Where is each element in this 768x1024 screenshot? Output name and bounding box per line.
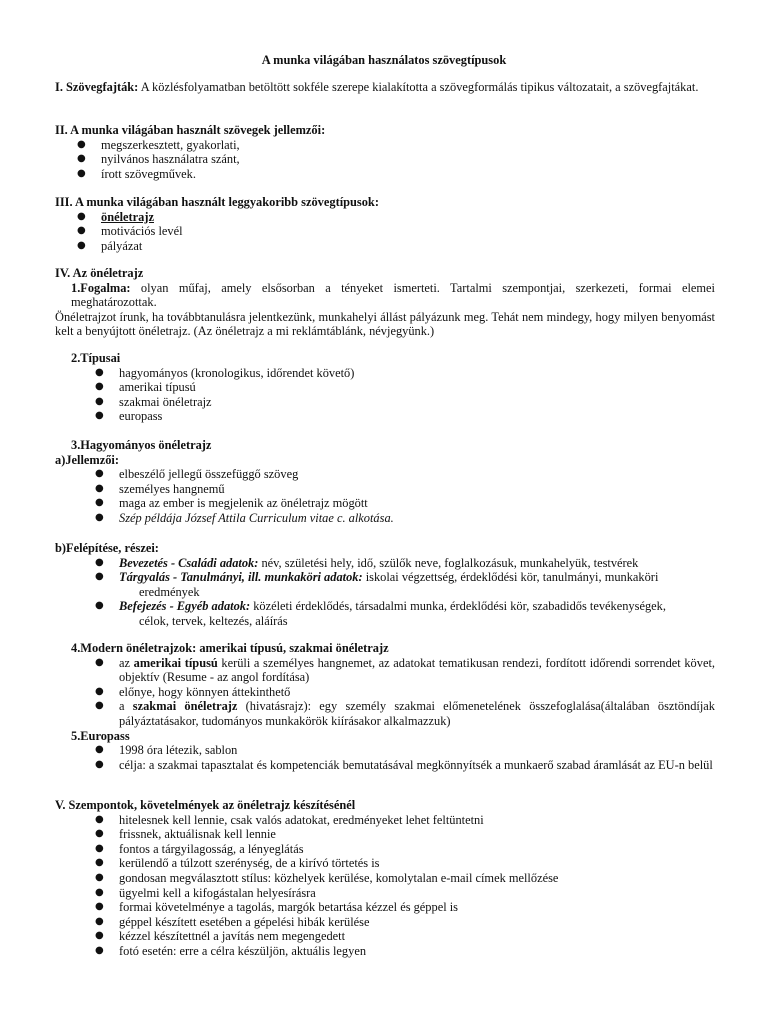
list-item-text: (hivatásrajz): egy személy szakmai előmenetelének összefoglalása(általában ösztöndíjak pályáztatásakor, tudományos munkakörök kiírásakor alkalmazzuk) (119, 699, 715, 728)
hagyomanyos-heading: 3.Hagyományos önéletrajz (71, 438, 212, 452)
list-item (55, 511, 715, 526)
bullet-icon: ● (95, 656, 104, 668)
bullet-icon: ● (77, 239, 86, 251)
list-item (55, 467, 715, 482)
felepitese-heading: b)Felépítése, részei: (55, 541, 159, 555)
list-item (55, 900, 715, 915)
section-4 (55, 266, 715, 339)
list-item (55, 380, 715, 395)
jellemzoi-list (55, 467, 715, 525)
felepitese-list (55, 556, 715, 629)
jellemzoi-heading: a)Jellemzői: (55, 452, 119, 467)
list-item-text: fotó esetén: erre a célra készüljön, aktuális legyen (119, 943, 367, 958)
bullet-icon: ● (95, 410, 104, 422)
list-item (55, 395, 715, 410)
list-item-text: pályázat (101, 238, 143, 253)
list-item-text: formai követelménye a tagolás, margók betartása kézzel és géppel is (119, 900, 458, 915)
list-item (55, 813, 715, 828)
list-item (55, 758, 715, 773)
tipusai-block (55, 351, 715, 424)
list-item-text: europass (119, 409, 163, 424)
list-item (55, 167, 715, 182)
list-item (55, 929, 715, 944)
bullet-icon: ● (77, 138, 86, 150)
list-item-text: géppel készített esetében a gépelési hibák kerülése (119, 914, 370, 929)
bullet-icon: ● (95, 685, 104, 697)
list-item-text: előnye, hogy könnyen áttekinthető (119, 684, 291, 699)
modern-block (55, 641, 715, 772)
list-item-label: Befejezés - Egyéb adatok: (119, 599, 251, 614)
list-item-text: megszerkesztett, gyakorlati, (101, 137, 240, 152)
list-item (55, 482, 715, 497)
list-item-text: ügyelmi kell a kifogástalan helyesírásra (119, 885, 316, 900)
list-item (55, 656, 715, 685)
tipusai-list (55, 366, 715, 424)
bullet-icon: ● (77, 153, 86, 165)
bullet-icon: ● (95, 381, 104, 393)
list-item-text: fontos a tárgyilagosság, a lényeglátás (119, 841, 304, 856)
bullet-icon: ● (95, 497, 104, 509)
list-item-text: írott szövegművek. (101, 166, 196, 181)
bullet-icon: ● (95, 944, 104, 956)
bullet-icon: ● (95, 600, 104, 612)
list-item (55, 871, 715, 886)
bullet-icon: ● (95, 511, 104, 523)
list-item-text: frissnek, aktuálisnak kell lennie (119, 827, 276, 842)
list-item-text: 1998 óra létezik, sablon (119, 743, 238, 758)
list-item (55, 556, 715, 571)
bullet-icon: ● (95, 556, 104, 568)
section-1-paragraph (55, 80, 715, 95)
list-item-text: iskolai végzettség, érdeklődési kör, tanulmányi, munkaköri (362, 570, 659, 585)
bullet-icon: ● (95, 857, 104, 869)
list-item-text: elbeszélő jellegű összefüggő szöveg (119, 467, 299, 482)
list-item (55, 210, 715, 225)
list-item-text: Szép példája József Attila Curriculum vitae c. alkotása. (119, 510, 394, 525)
section-2 (55, 123, 715, 181)
list-item-text: hagyományos (kronologikus, időrendet követő) (119, 365, 355, 380)
list-item-text: személyes hangnemű (119, 481, 225, 496)
bullet-icon: ● (95, 758, 104, 770)
bullet-icon: ● (95, 828, 104, 840)
list-item (55, 570, 715, 599)
list-item-text: önéletrajz (101, 209, 154, 224)
list-item-bold: szakmai önéletrajz (132, 699, 238, 714)
list-item (55, 915, 715, 930)
hagyomanyos-block (55, 438, 715, 526)
section-3-heading: III. A munka világában használt leggyakoribb szövegtípusok: (55, 195, 379, 209)
section-1-label: I. Szövegfajták: (55, 80, 139, 94)
list-item (55, 886, 715, 901)
list-item-text: amerikai típusú (119, 380, 196, 395)
list-item (55, 743, 715, 758)
bullet-icon: ● (95, 886, 104, 898)
list-item-bold: amerikai típusú (133, 655, 218, 670)
list-item (55, 599, 715, 628)
bullet-icon: ● (95, 700, 104, 712)
bullet-icon: ● (95, 366, 104, 378)
bullet-icon: ● (77, 167, 86, 179)
felepitese-block (55, 541, 715, 629)
list-item (55, 496, 715, 511)
bullet-icon: ● (95, 813, 104, 825)
section-1-text: A közlésfolyamatban betöltött sokféle szerepe kialakította a szövegformálás tipikus változatait, a szövegfajtákat. (138, 80, 699, 94)
list-item-text: gondosan megválasztott stílus: közhelyek kerülése, komolytalan e-mail címek mellőzése (119, 870, 559, 885)
bullet-icon: ● (95, 482, 104, 494)
section-2-list (55, 138, 715, 182)
section-3-list (55, 210, 715, 254)
section-5-list (55, 813, 715, 959)
fogalma-label: 1.Fogalma: (71, 280, 131, 295)
europass-heading: 5.Europass (71, 728, 130, 743)
bullet-icon: ● (95, 571, 104, 583)
list-item-text: célja: a szakmai tapasztalat és kompetenciák bemutatásával megkönnyítsék a munkaerő szabad áramlását az EU-n belül (119, 757, 713, 772)
list-item-label: Bevezetés - Családi adatok: (119, 555, 259, 570)
list-item-text: a (119, 699, 133, 714)
list-item (55, 944, 715, 959)
list-item-text: kézzel készítettnél a javítás nem megengedett (119, 929, 346, 944)
list-item-text: hitelesnek kell lennie, csak valós adatokat, eredményeket lehet feltüntetni (119, 812, 484, 827)
purpose-paragraph: Önéletrajzot írunk, ha továbbtanulásra jelentkezünk, munkahelyi állást pályázunk meg. Tehát nem mindegy, hogy milyen benyomást kelt a benyújtott önéletrajz. (Az önéletrajz a mi reklámtáblánk, névjegyünk.) (55, 309, 715, 339)
bullet-icon: ● (95, 468, 104, 480)
list-item-text: név, születési hely, idő, szülők neve, foglalkozásuk, munkahelyük, testvérek (258, 555, 639, 570)
bullet-icon: ● (77, 225, 86, 237)
fogalma-paragraph (55, 281, 715, 310)
modern-list (55, 656, 715, 729)
list-item (55, 152, 715, 167)
bullet-icon: ● (95, 842, 104, 854)
section-2-heading: II. A munka világában használt szövegek jellemzői: (55, 123, 326, 137)
tipusai-heading: 2.Típusai (71, 351, 121, 365)
section-5-heading: V. Szempontok, követelmények az önéletrajz készítésénél (55, 798, 356, 812)
list-item (55, 138, 715, 153)
list-item-text: közéleti érdeklődés, társadalmi munka, érdeklődési kör, szabadidős tevékenységek, (250, 599, 666, 614)
bullet-icon: ● (95, 915, 104, 927)
fogalma-text: olyan műfaj, amely elsősorban a tényeket ismerteti. Tartalmi szempontjai, szerkezeti, formai elemei meghatározottak. (71, 280, 715, 310)
document-title: A munka világában használatos szövegtípusok (261, 53, 507, 67)
list-item (55, 685, 715, 700)
list-item-text: az (119, 655, 134, 670)
list-item (55, 827, 715, 842)
list-item-label: Tárgyalás - Tanulmányi, ill. munkaköri adatok: (119, 570, 363, 585)
list-item-text: nyilvános használatra szánt, (101, 152, 240, 167)
list-item (55, 366, 715, 381)
list-item (55, 224, 715, 239)
section-4-heading: IV. Az önéletrajz (55, 266, 144, 280)
list-item-continuation: célok, tervek, keltezés, aláírás (139, 613, 288, 628)
list-item-text: szakmai önéletrajz (119, 394, 212, 409)
list-item (55, 699, 715, 728)
list-item-text: motivációs levél (101, 224, 183, 239)
bullet-icon: ● (77, 210, 86, 222)
list-item-text: kerüli a személyes hangnemet, az adatokat tematikusan rendezi, fordított időrendi sorrendet követ, objektív (Resume - az angol fordítása) (119, 655, 715, 685)
list-item-text: maga az ember is megjelenik az önéletrajz mögött (119, 496, 368, 511)
section-3 (55, 195, 715, 253)
list-item-continuation: eredmények (139, 584, 200, 599)
list-item (55, 409, 715, 424)
modern-heading: 4.Modern önéletrajzok: amerikai típusú, szakmai önéletrajz (71, 641, 389, 655)
europass-list (55, 743, 715, 772)
list-item (55, 842, 715, 857)
bullet-icon: ● (95, 930, 104, 942)
bullet-icon: ● (95, 744, 104, 756)
list-item-text: kerülendő a túlzott szerénység, de a kirívó törtetés is (119, 856, 380, 871)
bullet-icon: ● (95, 395, 104, 407)
section-5 (55, 798, 715, 959)
bullet-icon: ● (95, 871, 104, 883)
list-item (55, 239, 715, 254)
bullet-icon: ● (95, 901, 104, 913)
list-item (55, 856, 715, 871)
